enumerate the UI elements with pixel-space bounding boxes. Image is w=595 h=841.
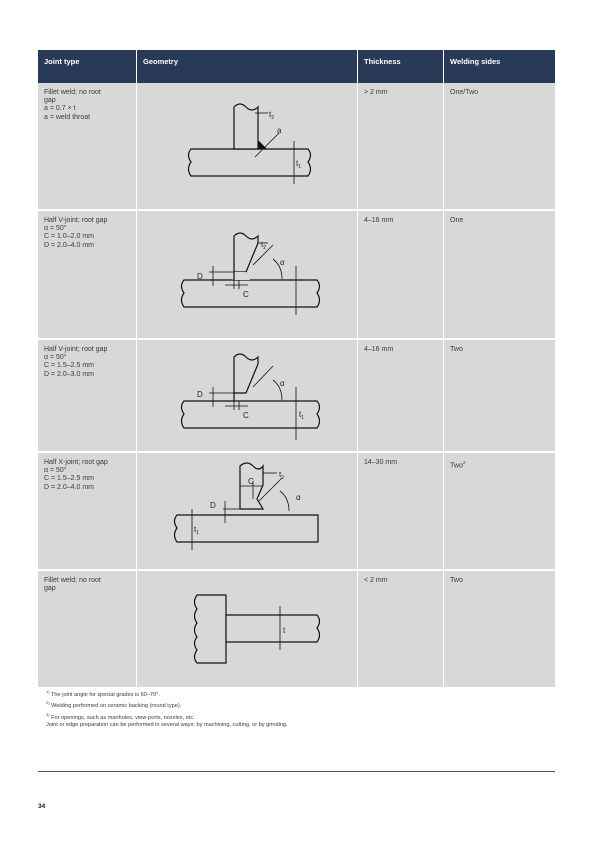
page-divider [38,771,555,772]
table-header [38,50,555,83]
joint-line: α = 50° [44,354,67,362]
alpha-label: α [280,379,285,388]
alpha-label: α [280,258,285,267]
header-joint-type: Joint type [38,50,137,83]
d-label: D [197,272,203,281]
joint-line: gap [44,97,56,105]
t1-label: $t_1$ [194,525,200,536]
joint-line: C = 1.5–2.5 mm [44,475,94,483]
t2-label: $t_2$ [269,110,275,121]
header-welding-sides: Welding sides [450,57,501,66]
geometry-fillet-weld-thin-diagram [137,571,358,687]
thickness-cell: 4–16 mm [358,340,444,451]
alpha-label: α [296,493,301,502]
thickness-cell: 14–30 mm [358,453,444,569]
c-label: C [248,477,254,486]
table-row [38,571,555,689]
joint-line: α = 50° [44,225,67,233]
table-row [38,211,555,340]
joint-table [38,50,555,689]
joint-line: a = weld throat [44,113,91,121]
geometry-half-v-one-side-diagram [137,211,358,338]
joint-line: D = 2.0–4.0 mm [44,241,94,249]
joint-line: Half V-joint; root gap [44,346,108,353]
welding-sides-cell: Two [450,346,463,353]
geometry-fillet-weld-diagram [137,83,358,209]
welding-sides-cell: Two [450,577,463,584]
joint-line: Half V-joint; root gap [44,217,108,224]
joint-line: C = 1.0–2.0 mm [44,233,94,241]
t2-label: $t_2$ [279,470,285,481]
thickness-cell: 4–16 mm [358,211,444,338]
t1-label: $t_1$ [296,159,302,170]
footnotes [46,688,288,729]
footnote: $^{2)}$ Welding performed on ceramic backing (round type). [46,700,182,710]
page-number: 34 [38,803,46,810]
thickness-cell: > 2 mm [358,83,444,209]
joint-line: Fillet weld; no root [44,89,101,96]
d-label: D [197,390,203,399]
c-label: C [243,411,249,420]
joint-type-cell [38,211,137,338]
geometry-half-v-two-side-diagram [137,340,358,451]
footnote-ref: 2 [462,460,466,465]
thickness-cell: < 2 mm [358,571,444,687]
joint-type-cell [38,571,137,687]
joint-line: C = 1.5–2.5 mm [44,362,94,370]
joint-type-cell [38,453,137,569]
table-row [38,83,555,211]
header-thickness: Thickness [358,50,444,83]
a-label: a [277,126,282,135]
joint-line: gap [44,585,56,593]
footnote: $^{3)}$ For openings, such as manholes, view-ports, nozzles, etc. [46,711,195,721]
welding-sides-cell [444,453,555,569]
joint-line: a = 0.7 × t [44,105,76,113]
welding-sides-cell: One [450,217,464,224]
welding-sides-cell: One/Two [450,89,479,96]
geometry-half-x-diagram [137,453,358,569]
joint-line: D = 2.0–3.0 mm [44,370,94,378]
table-row [38,340,555,453]
footnote: Joint or edge preparation can be performed in several ways; by machining, cutting, or by grinding. [46,721,288,728]
header-geometry: Geometry [137,50,358,83]
joint-line: α = 50° [44,467,67,475]
footnote: $^{1)}$ The joint angle for special grades is 60–70°. [46,689,160,698]
table-row [38,453,555,571]
c-label: C [243,290,249,299]
t2-label: $t_2$ [261,240,267,251]
joint-type-cell [38,340,137,451]
welding-sides-value: Two [450,462,463,470]
joint-line: D = 2.0–4.0 mm [44,483,94,491]
t-label: t [283,626,286,635]
joint-line: Fillet weld; no root [44,577,101,584]
t1-label: $t_1$ [299,410,305,421]
joint-line: Half X-joint; root gap [44,459,108,466]
joint-type-cell [38,83,137,209]
d-label: D [210,501,216,510]
